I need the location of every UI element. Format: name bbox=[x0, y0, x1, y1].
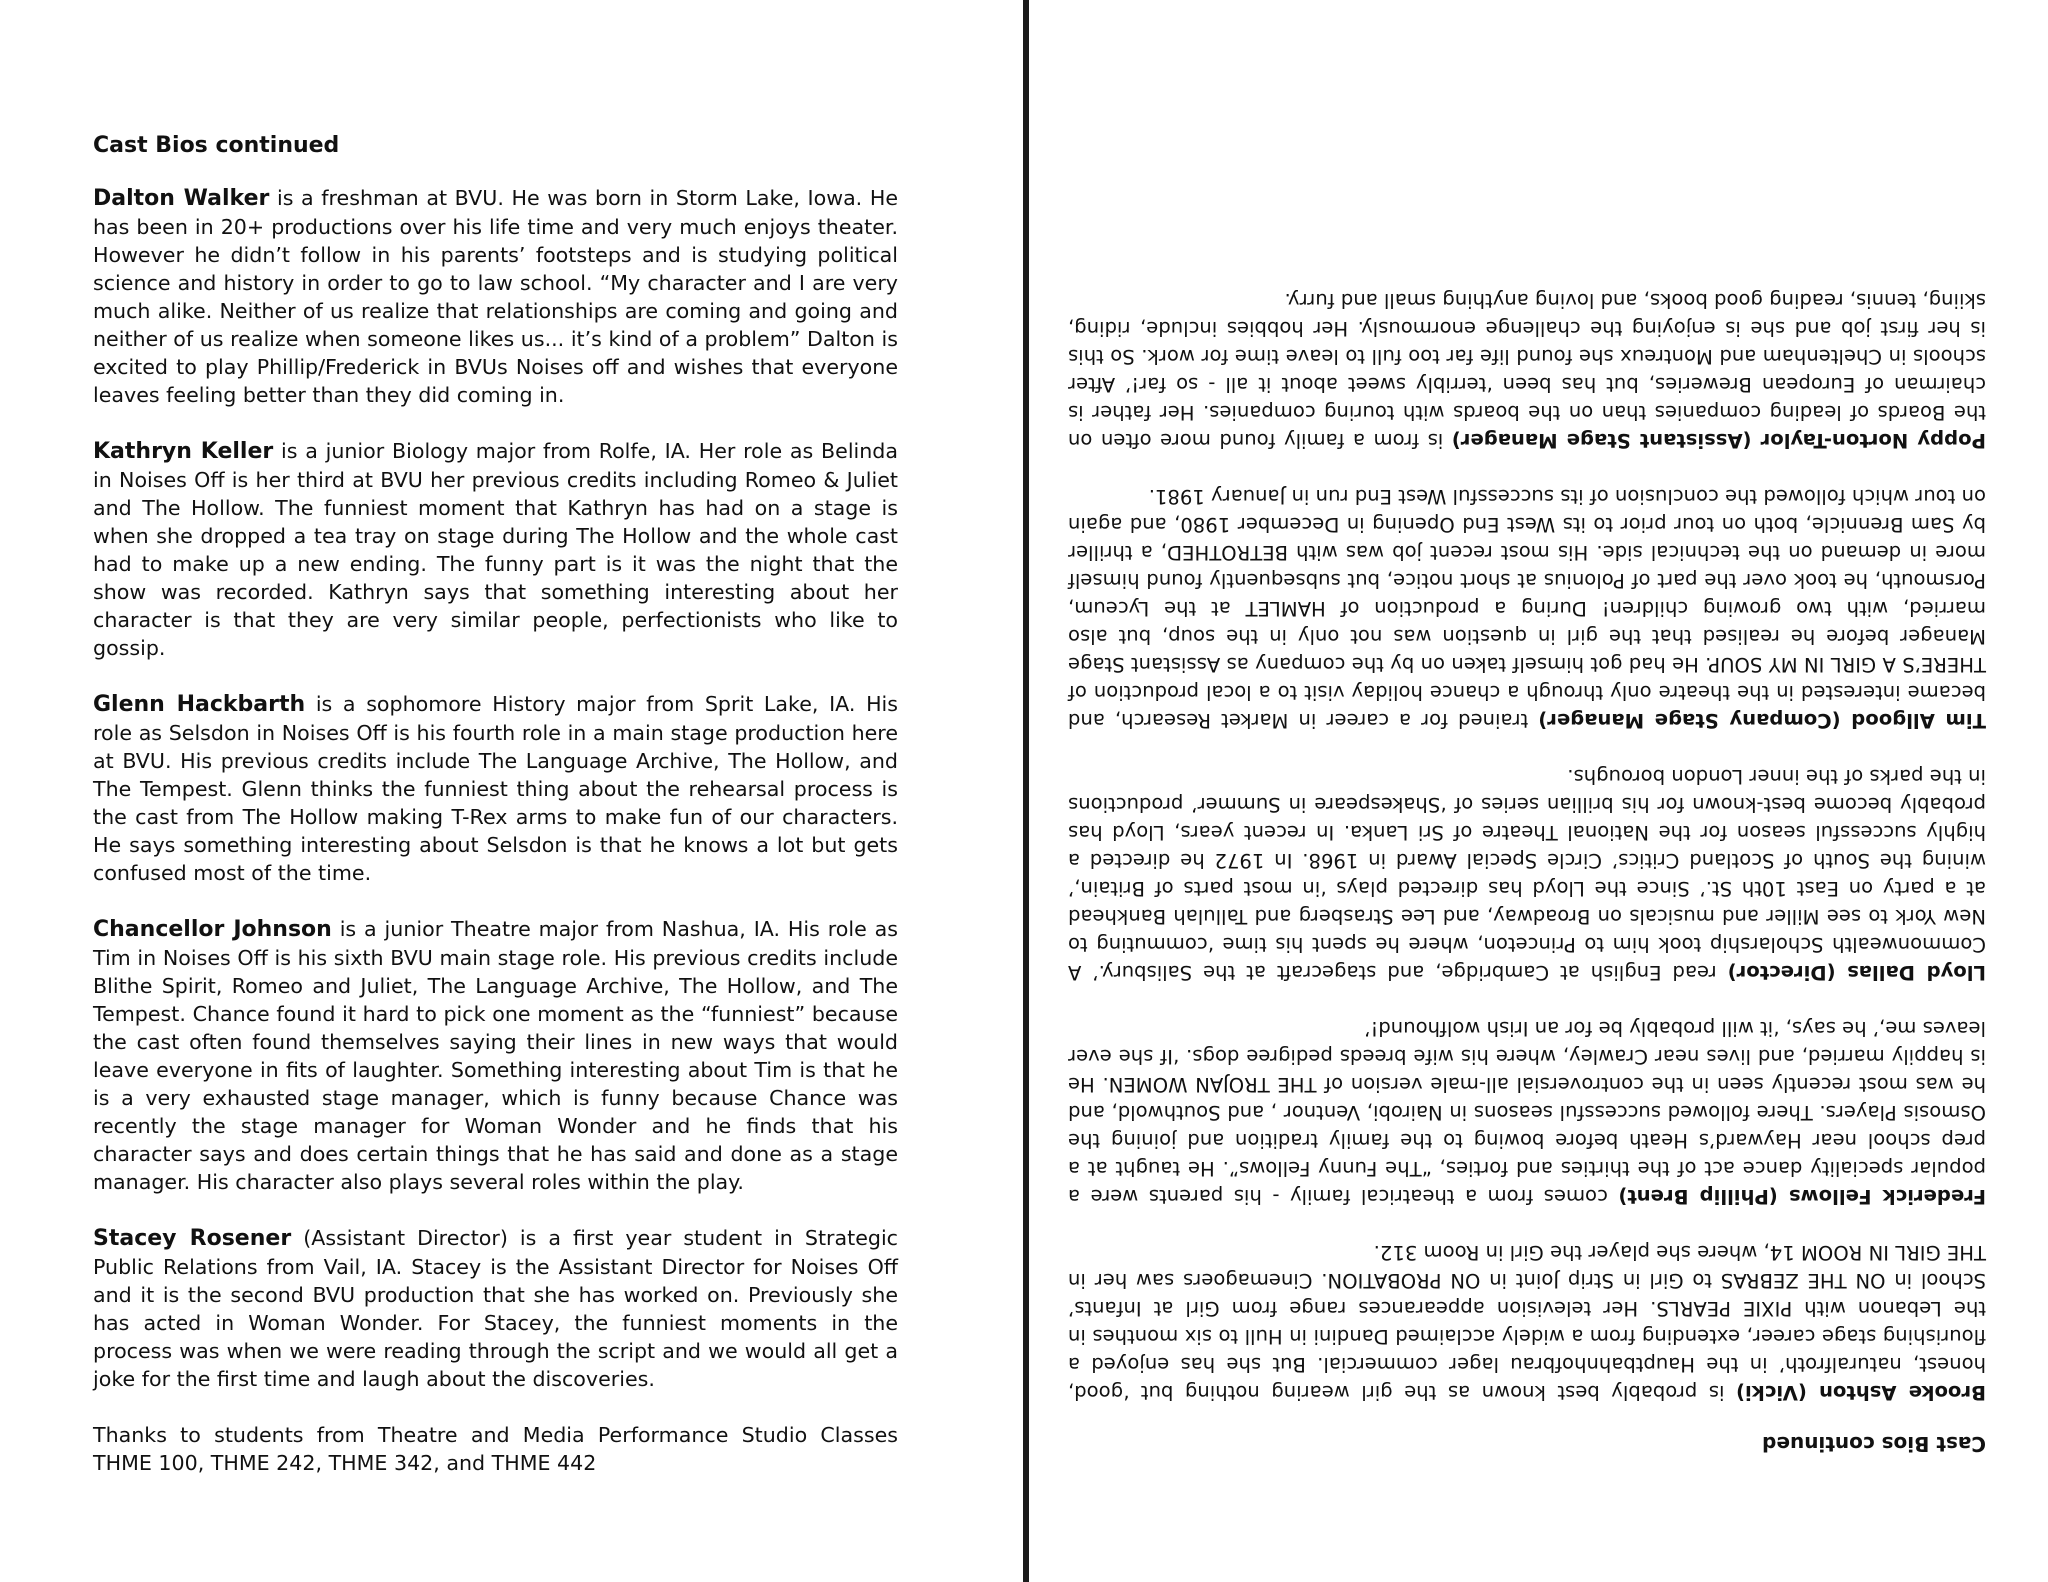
bio-paragraph bbox=[93, 690, 898, 887]
bio-name: Brooke Ashton (Vicki) bbox=[1736, 1381, 1986, 1404]
left-column bbox=[93, 132, 898, 1505]
bio-text: is a sophomore History major from Sprit Lake, IA. His role as Selsdon in Noises Off is his fourth role in a main stage production here at BVU. His previous credits include The Language Archive, The Hollow, and The Tempest. Glenn thinks the funniest thing about the rehearsal process is the cast from The Hollow making T-Rex arms to make fun of our characters. He says something interesting about Selsdon is that he knows a lot but gets confused most of the time. bbox=[93, 692, 899, 885]
bio-paragraph bbox=[93, 437, 898, 662]
bio-name: Dalton Walker bbox=[93, 186, 270, 211]
bio-name: Lloyd Dallas (Director) bbox=[1727, 961, 1986, 984]
bio-name: Chancellor Johnson bbox=[93, 917, 332, 942]
bio-text: is a freshman at BVU. He was born in Storm Lake, Iowa. He has been in 20+ productions over his life time and very much enjoys theater. However he didn’t follow in his parents’ footsteps and is studying political science and history in order to go to law school. “My character and I are very much alike. Neither of us realize that relationships are coming and going and neither of us realize when someone likes us... it’s kind of a problem” Dalton is excited to play Phillip/Frederick in BVUs Noises off and wishes that everyone leaves feeling better than they did coming in. bbox=[93, 186, 899, 407]
right-column-rotated bbox=[1068, 118, 1986, 1458]
bio-name: Glenn Hackbarth bbox=[93, 692, 306, 717]
bio-text: (Assistant Director) is a first year student in Strategic Public Relations from Vail, IA. Stacey is the Assistant Director for Noises Off and it is the second BVU production that she has worked on. Previously she has acted in Woman Wonder. For Stacey, the funniest moments in the process was when we were reading through the script and we would all get a joke for the first time and laugh about the discoveries. bbox=[93, 1226, 898, 1391]
bio-name: Poppy Norton-Taylor (Assistant Stage Manager) bbox=[1451, 429, 1986, 452]
bio-name: Tim Allgood (Company Stage Manager) bbox=[1538, 709, 1986, 732]
bio-paragraph bbox=[1068, 762, 1986, 986]
bio-text: is from a family found more often on the Boards of leading companies than on the boards with touring companies. Her father is chairman of European Breweries, but has been ‘terribly sweet about it all - so far!’ After schools in Cheltenham and Montreux she found life far too full to leave time for work. So this is her first job and she is enjoying the challenge enormously. Her hobbies include, riding, skiing, tennis, reading good books, and loving anything small and furry. bbox=[1068, 289, 1986, 452]
bio-text: trained for a career in Market Research, and became interested in the theatre only through a chance holiday visit to a local production of THERE’S A GIRL IN MY SOUP. He had got himself taken on by the company as Assistant Stage Manager before he realised that the girl in question was not only in the soup, but also married, with two growing children! During a production of HAMLET at the Lyceum, Porsmouth, he took over the part of Polonius at short notice, but subsequently found himself more in demand on the technical side. His most recent job was with BETROTHED, a thriller by Sam Brennicle, both on tour prior to its West End Opening in December 1980, and again on tour which followed the conclusion of its successful West End run in January 1981. bbox=[1067, 485, 1986, 732]
thanks-paragraph: Thanks to students from Theatre and Media Performance Studio Classes THME 100, THME 242, THME 342, and THME 442 bbox=[93, 1423, 898, 1475]
bio-paragraph bbox=[93, 1224, 898, 1393]
bio-name: Kathryn Keller bbox=[93, 439, 274, 464]
right-page bbox=[1036, 0, 2048, 1582]
bio-paragraph bbox=[1068, 286, 1986, 454]
bio-text: comes from a theatrical family - his parents were a popular speciality dance act of the thirties and forties, “The Funny Fellows”. He taught at a prep school near Hayward’s Heath before bowing to the family tradition and joining the Osmosis Players. There followed successful seasons in Nairobi, Ventnor , and Southwold, and he was most recently seen in the controversial all-male version of THE TROJAN WOMEN. He is happily married, and lives near Crawley, where his wife breeds pedigree dogs. ‘If she ever leaves me,’ he says, ‘it will probably be for an Irish wolfhound!’ bbox=[1067, 1017, 1986, 1208]
bio-paragraph bbox=[1068, 482, 1986, 734]
page-divider bbox=[1023, 0, 1029, 1582]
bio-paragraph bbox=[1068, 1014, 1986, 1210]
bio-paragraph bbox=[93, 915, 898, 1196]
right-heading: Cast Bios continued bbox=[1762, 1432, 1986, 1456]
bio-paragraph bbox=[93, 184, 898, 409]
bio-name: Stacey Rosener bbox=[93, 1226, 292, 1251]
left-heading: Cast Bios continued bbox=[93, 133, 340, 158]
bio-text: is probably best known as the girl wearing nothing but ‘good, honest, naturalfroth’ in the Hauptbahnhofbrau lager commercial. But she has enjoyed a flourishing stage career, extending from a widely acclaimed Dandini in Hull to six monthes in the Lebanon with PIXIE PEARLS. Her television appearances range from Girl at Infants’ School in ON THE ZEBRAS to Girl in Strip Joint in ON PROBATION. Cinemagoers saw her in THE GIRL IN ROOM 14, where she player the Girl in Room 312. bbox=[1068, 1241, 1986, 1404]
bio-paragraph bbox=[1068, 1238, 1986, 1406]
bio-text: is a junior Biology major from Rolfe, IA. Her role as Belinda in Noises Off is her third at BVU her previous credits including Romeo & Juliet and The Hollow. The funniest moment that Kathryn has had on a stage is when she dropped a tea tray on stage during The Hollow and the whole cast had to make up a new ending. The funny part is it was the night that the show was recorded. Kathryn says that something interesting about her character is that they are very similar people, perfectionists who like to gossip. bbox=[93, 439, 899, 660]
bio-name: Frederick Fellows (Phillip Brent) bbox=[1618, 1185, 1986, 1208]
bio-text: read English at Cambridge, and stagecraft at the Salisbury.’ A Commonwealth Scholarship took him to Princeton, where he spent his time ‘commuting to New York to see Miller and musicals on Broadway, and Lee Strasberg and Tallulah Bankhead at a party on East 10th St.’ Since the Lloyd has directed plays ‘in most parts of Britain,’ wining the South of Scotland Critics’ Circle Special Award in 1968. In 1972 he directed a highly successful season for the National Theatre of Sri Lanka. In recent years, Lloyd has probably become best-known for his brillian series of ‘Shakespeare in Summer’ productions in the parks of the inner London boroughs. bbox=[1067, 765, 1986, 984]
bio-text: is a junior Theatre major from Nashua, IA. His role as Tim in Noises Off is his sixth BVU main stage role. His previous credits include Blithe Spirit, Romeo and Juliet, The Language Archive, The Hollow, and The Tempest. Chance found it hard to pick one moment as the “funniest” because the cast often found themselves saying their lines in new ways that would leave everyone in fits of laughter. Something interesting about Tim is that he is a very exhausted stage manager, which is funny because Chance was recently the stage manager for Woman Wonder and he finds that his character says and does certain things that he has said and done as a stage manager. His character also plays several roles within the play. bbox=[93, 917, 898, 1194]
right-column bbox=[1068, 286, 1986, 1458]
